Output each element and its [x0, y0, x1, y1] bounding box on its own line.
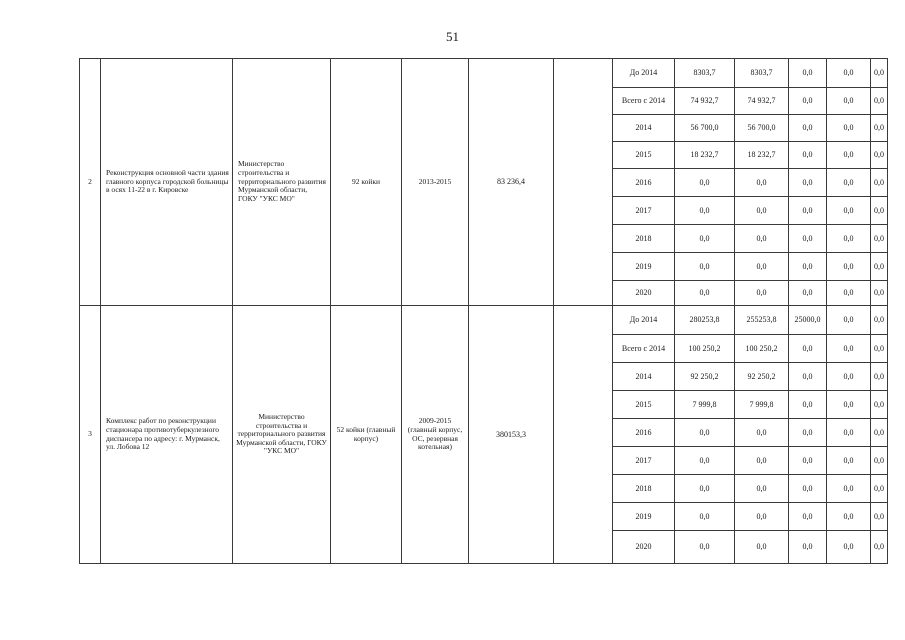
value-cell-2: 74 932,7 — [735, 88, 789, 115]
project-capacity: 92 койки — [331, 59, 402, 306]
project-name: Реконструкция основной части здания главного корпуса городской больницы в осях 11-22 в г. Кировске — [101, 59, 233, 306]
value-cell-3: 0,0 — [789, 335, 827, 363]
project-number: 2 — [80, 59, 101, 306]
value-cell-2: 0,0 — [735, 225, 789, 253]
value-cell-5: 0,0 — [871, 335, 888, 363]
value-cell-5: 0,0 — [871, 447, 888, 475]
value-cell-5: 0,0 — [871, 169, 888, 197]
value-cell-1: 7 999,8 — [675, 391, 735, 419]
value-cell-2: 0,0 — [735, 531, 789, 564]
year-cell: 2020 — [613, 531, 675, 564]
value-cell-2: 0,0 — [735, 447, 789, 475]
value-cell-4: 0,0 — [827, 419, 871, 447]
value-cell-5: 0,0 — [871, 253, 888, 281]
value-cell-2: 0,0 — [735, 281, 789, 306]
year-cell: 2018 — [613, 225, 675, 253]
value-cell-1: 100 250,2 — [675, 335, 735, 363]
year-cell: 2019 — [613, 503, 675, 531]
value-cell-3: 0,0 — [789, 419, 827, 447]
value-cell-4: 0,0 — [827, 59, 871, 88]
value-cell-5: 0,0 — [871, 363, 888, 391]
value-cell-3: 0,0 — [789, 88, 827, 115]
value-cell-4: 0,0 — [827, 142, 871, 169]
year-cell: 2018 — [613, 475, 675, 503]
value-cell-2: 18 232,7 — [735, 142, 789, 169]
value-cell-1: 0,0 — [675, 419, 735, 447]
value-cell-3: 0,0 — [789, 197, 827, 225]
year-cell: До 2014 — [613, 306, 675, 335]
year-cell: 2019 — [613, 253, 675, 281]
value-cell-3: 0,0 — [789, 475, 827, 503]
value-cell-2: 0,0 — [735, 475, 789, 503]
value-cell-3: 0,0 — [789, 281, 827, 306]
value-cell-4: 0,0 — [827, 253, 871, 281]
project-customer: Министерство строительства и территориального развития Мурманской области, ГОКУ "УКС МО" — [233, 59, 331, 306]
value-cell-4: 0,0 — [827, 169, 871, 197]
value-cell-5: 0,0 — [871, 88, 888, 115]
value-cell-1: 92 250,2 — [675, 363, 735, 391]
value-cell-5: 0,0 — [871, 503, 888, 531]
value-cell-4: 0,0 — [827, 197, 871, 225]
value-cell-2: 100 250,2 — [735, 335, 789, 363]
year-cell: Всего с 2014 — [613, 335, 675, 363]
value-cell-1: 56 700,0 — [675, 115, 735, 142]
table-row — [80, 306, 888, 335]
value-cell-5: 0,0 — [871, 531, 888, 564]
value-cell-2: 0,0 — [735, 503, 789, 531]
value-cell-3: 0,0 — [789, 59, 827, 88]
value-cell-2: 92 250,2 — [735, 363, 789, 391]
value-cell-2: 0,0 — [735, 169, 789, 197]
value-cell-3: 25000,0 — [789, 306, 827, 335]
value-cell-2: 0,0 — [735, 197, 789, 225]
value-cell-3: 0,0 — [789, 253, 827, 281]
value-cell-3: 0,0 — [789, 447, 827, 475]
value-cell-3: 0,0 — [789, 503, 827, 531]
value-cell-5: 0,0 — [871, 475, 888, 503]
project-capacity: 52 койки (главный корпус) — [331, 306, 402, 564]
value-cell-4: 0,0 — [827, 115, 871, 142]
year-cell: 2017 — [613, 447, 675, 475]
value-cell-5: 0,0 — [871, 306, 888, 335]
table-row — [80, 59, 888, 88]
value-cell-3: 0,0 — [789, 391, 827, 419]
year-cell: 2017 — [613, 197, 675, 225]
value-cell-4: 0,0 — [827, 531, 871, 564]
value-cell-4: 0,0 — [827, 88, 871, 115]
year-cell: 2014 — [613, 115, 675, 142]
value-cell-1: 0,0 — [675, 253, 735, 281]
year-cell: 2020 — [613, 281, 675, 306]
value-cell-1: 18 232,7 — [675, 142, 735, 169]
value-cell-3: 0,0 — [789, 169, 827, 197]
year-cell: До 2014 — [613, 59, 675, 88]
year-cell: 2016 — [613, 419, 675, 447]
value-cell-4: 0,0 — [827, 225, 871, 253]
investment-table — [79, 58, 888, 564]
value-cell-1: 0,0 — [675, 475, 735, 503]
value-cell-5: 0,0 — [871, 225, 888, 253]
value-cell-3: 0,0 — [789, 225, 827, 253]
value-cell-4: 0,0 — [827, 281, 871, 306]
project-period: 2013-2015 — [402, 59, 469, 306]
value-cell-1: 0,0 — [675, 503, 735, 531]
value-cell-4: 0,0 — [827, 335, 871, 363]
value-cell-1: 0,0 — [675, 197, 735, 225]
value-cell-4: 0,0 — [827, 475, 871, 503]
value-cell-3: 0,0 — [789, 531, 827, 564]
value-cell-4: 0,0 — [827, 306, 871, 335]
value-cell-5: 0,0 — [871, 391, 888, 419]
value-cell-1: 280253,8 — [675, 306, 735, 335]
value-cell-2: 8303,7 — [735, 59, 789, 88]
year-cell: 2016 — [613, 169, 675, 197]
value-cell-5: 0,0 — [871, 59, 888, 88]
value-cell-4: 0,0 — [827, 447, 871, 475]
value-cell-1: 74 932,7 — [675, 88, 735, 115]
value-cell-3: 0,0 — [789, 142, 827, 169]
value-cell-5: 0,0 — [871, 142, 888, 169]
value-cell-1: 0,0 — [675, 225, 735, 253]
value-cell-5: 0,0 — [871, 115, 888, 142]
value-cell-5: 0,0 — [871, 197, 888, 225]
year-cell: Всего с 2014 — [613, 88, 675, 115]
value-cell-4: 0,0 — [827, 363, 871, 391]
value-cell-5: 0,0 — [871, 419, 888, 447]
value-cell-1: 0,0 — [675, 169, 735, 197]
project-name: Комплекс работ по реконструкции стационара противотуберкулезного диспансера по адресу: г. Мурманск, ул. Лобова 12 — [101, 306, 233, 564]
blank-cell — [554, 306, 613, 564]
value-cell-1: 0,0 — [675, 447, 735, 475]
value-cell-2: 7 999,8 — [735, 391, 789, 419]
table-body — [80, 59, 888, 564]
value-cell-1: 0,0 — [675, 281, 735, 306]
project-cost: 380153,3 — [469, 306, 554, 564]
value-cell-1: 0,0 — [675, 531, 735, 564]
year-cell: 2015 — [613, 391, 675, 419]
value-cell-1: 8303,7 — [675, 59, 735, 88]
value-cell-4: 0,0 — [827, 503, 871, 531]
project-number: 3 — [80, 306, 101, 564]
value-cell-4: 0,0 — [827, 391, 871, 419]
project-cost: 83 236,4 — [469, 59, 554, 306]
year-cell: 2014 — [613, 363, 675, 391]
value-cell-5: 0,0 — [871, 281, 888, 306]
page-number: 51 — [446, 29, 459, 44]
year-cell: 2015 — [613, 142, 675, 169]
value-cell-2: 0,0 — [735, 419, 789, 447]
project-period: 2009-2015 (главный корпус, ОС, резервная котельная) — [402, 306, 469, 564]
value-cell-3: 0,0 — [789, 115, 827, 142]
blank-cell — [554, 59, 613, 306]
value-cell-2: 255253,8 — [735, 306, 789, 335]
value-cell-2: 56 700,0 — [735, 115, 789, 142]
project-customer: Министерство строительства и территориального развития Мурманской области, ГОКУ "УКС МО" — [233, 306, 331, 564]
value-cell-2: 0,0 — [735, 253, 789, 281]
value-cell-3: 0,0 — [789, 363, 827, 391]
